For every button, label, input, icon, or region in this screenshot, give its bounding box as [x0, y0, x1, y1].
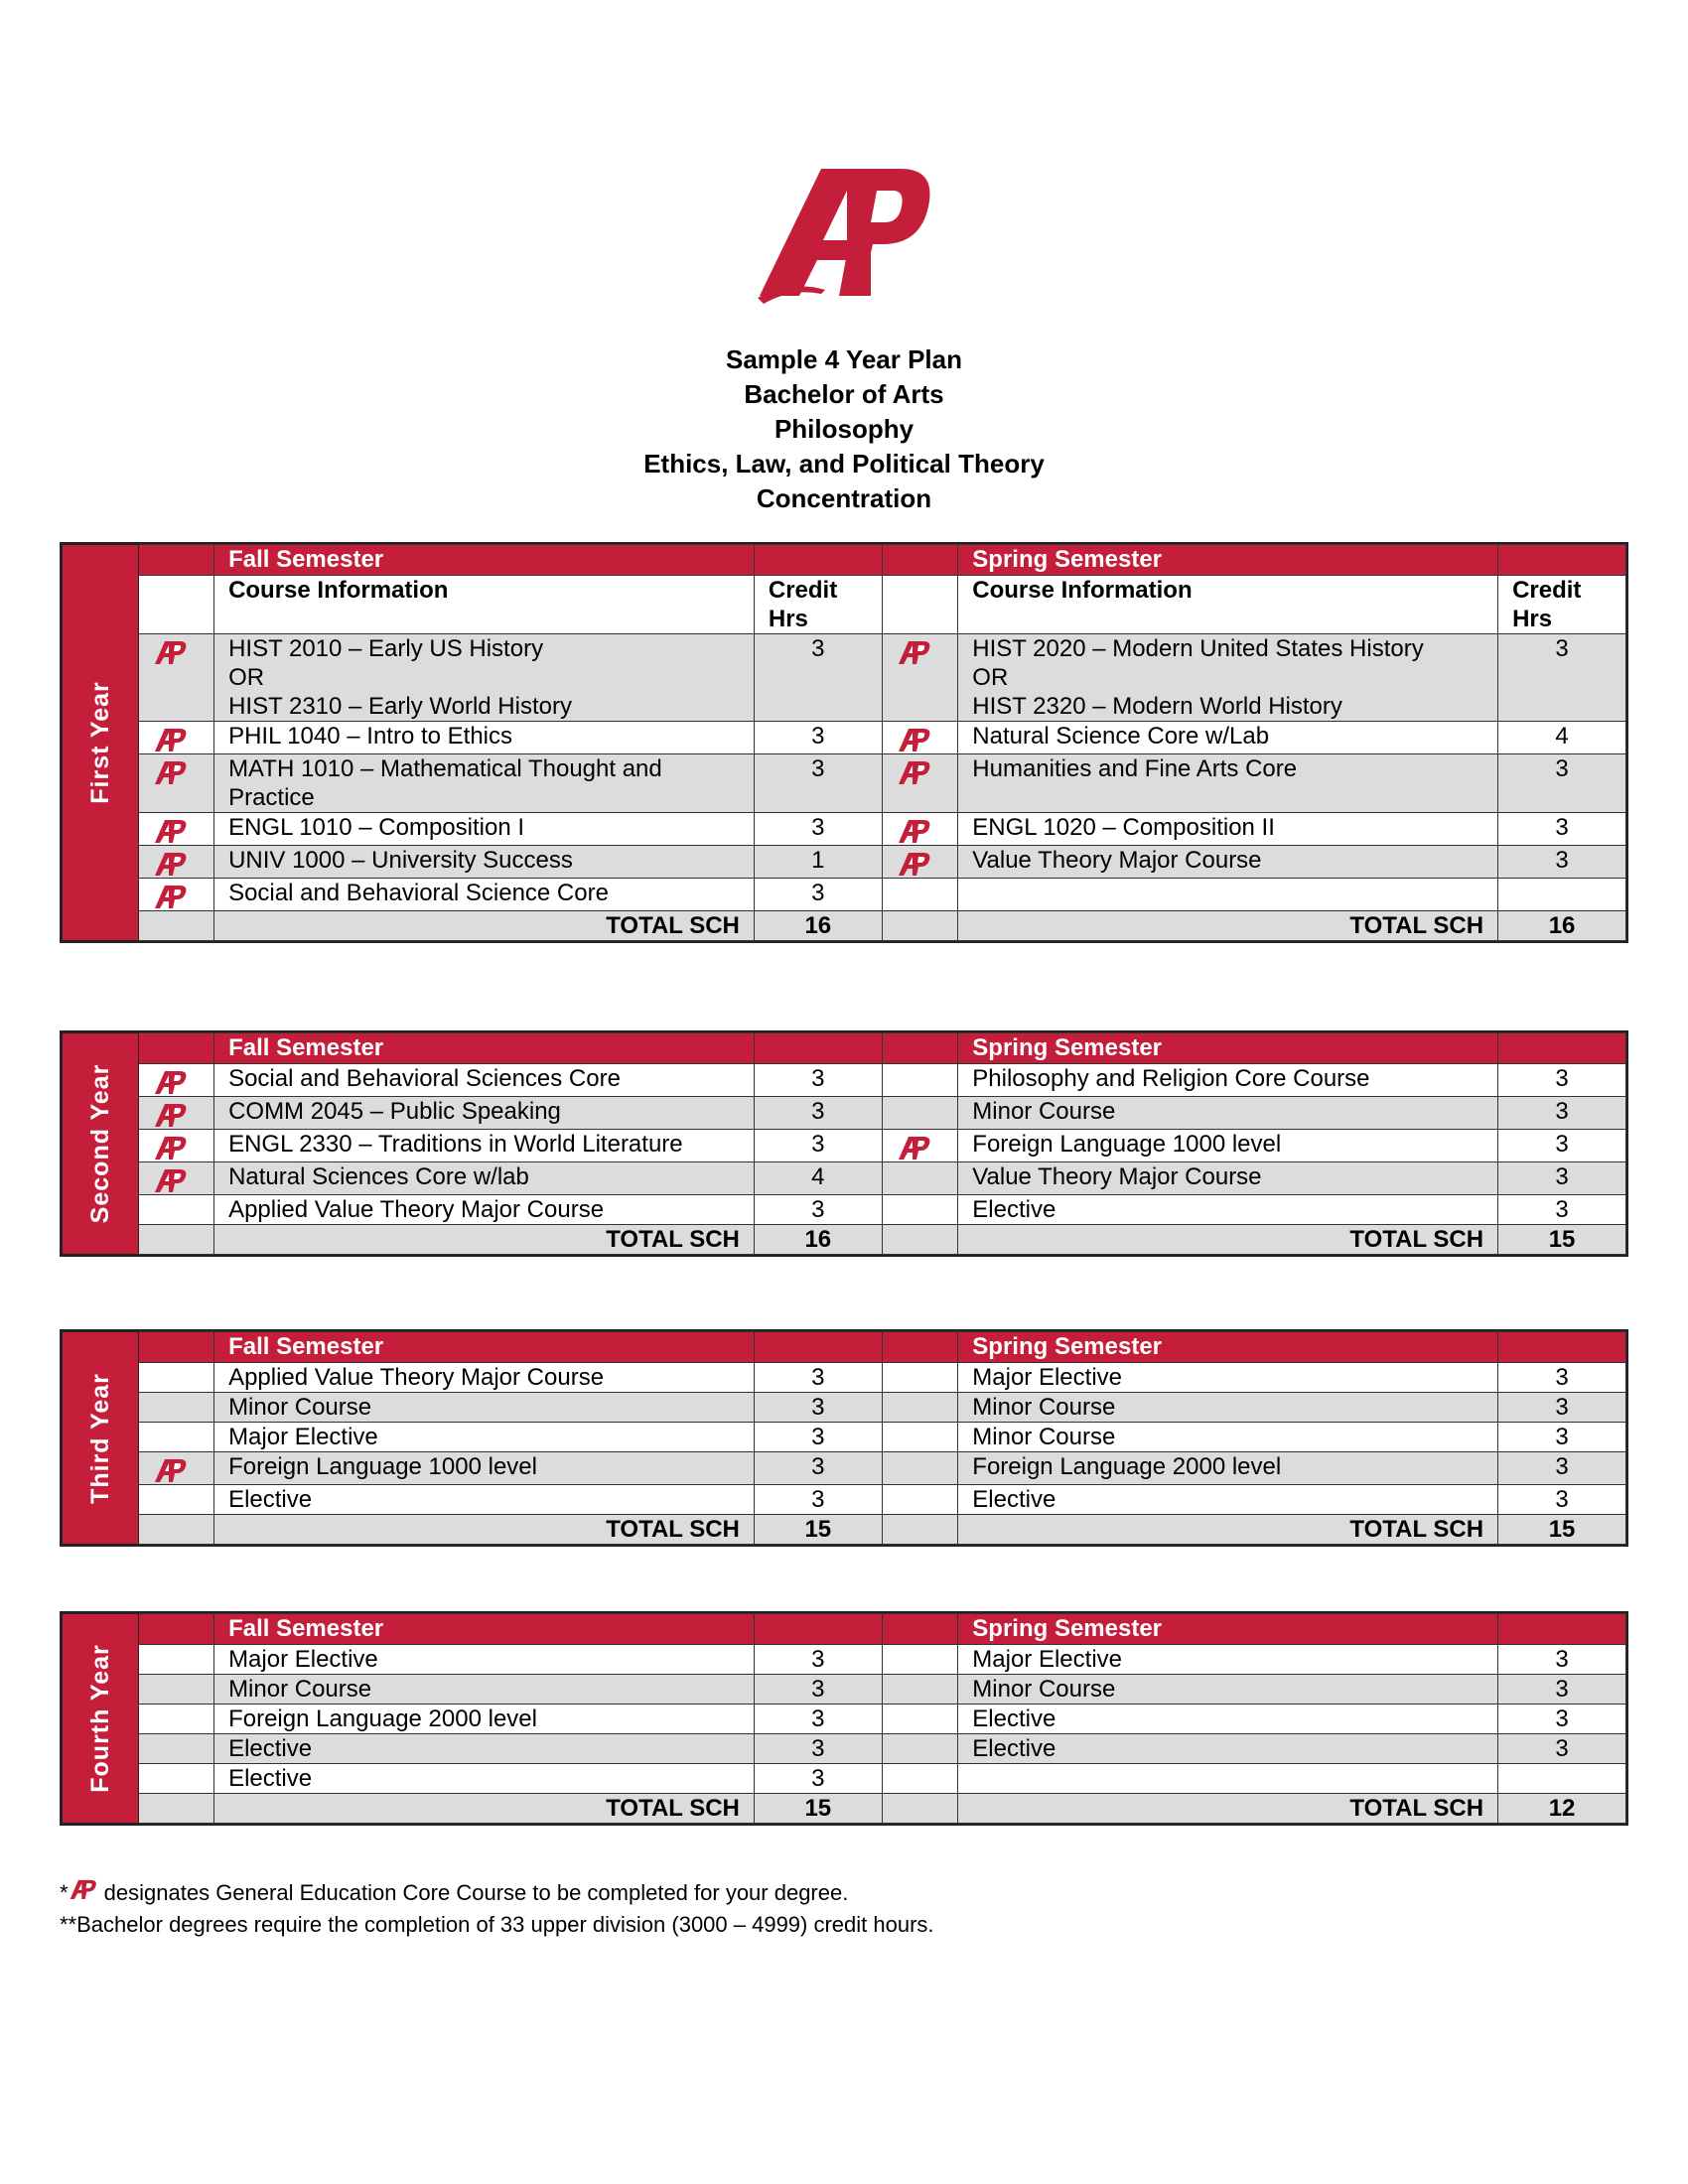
fall-course-cell: HIST 2010 – Early US History OR HIST 2310 – Early World History — [214, 634, 755, 722]
fall-credits-cell: 3 — [754, 1485, 882, 1515]
total-blank — [882, 1515, 958, 1545]
ap-logo-icon — [153, 758, 189, 786]
fall-course-cell: COMM 2045 – Public Speaking — [214, 1097, 755, 1130]
fall-total-label: TOTAL SCH — [214, 911, 755, 941]
course-row — [63, 1363, 1626, 1393]
fall-course-cell: Minor Course — [214, 1675, 755, 1705]
fall-credits-cell: 3 — [754, 1645, 882, 1675]
fall-credits-cell: 3 — [754, 1130, 882, 1162]
fall-credits-cell: 3 — [754, 1064, 882, 1097]
course-row — [63, 1195, 1626, 1225]
spring-credits-cell: 3 — [1498, 1645, 1626, 1675]
year-label-cell — [63, 1614, 139, 1824]
fall-credits-cell: 3 — [754, 1764, 882, 1794]
title-line: Concentration — [756, 483, 932, 513]
total-blank — [882, 911, 958, 941]
total-blank — [882, 1225, 958, 1255]
spring-credits-cell: 3 — [1498, 1675, 1626, 1705]
semester-header-row — [63, 1033, 1626, 1064]
gen-ed-marker-cell — [882, 722, 958, 754]
ap-logo — [752, 149, 940, 318]
gen-ed-marker-cell — [882, 1130, 958, 1162]
spring-course-cell: Minor Course — [958, 1423, 1498, 1452]
spring-credits-cell: 3 — [1498, 1097, 1626, 1130]
title-line: Philosophy — [774, 414, 914, 444]
fall-course-cell: Social and Behavioral Sciences Core — [214, 1064, 755, 1097]
fall-total-label: TOTAL SCH — [214, 1515, 755, 1545]
course-row — [63, 1734, 1626, 1764]
spring-course-cell — [958, 1764, 1498, 1794]
ap-logo-icon — [153, 883, 189, 910]
ap-logo-icon — [153, 1134, 189, 1161]
course-row — [63, 754, 1626, 813]
plan-table — [62, 544, 1626, 941]
header-blank — [1498, 545, 1626, 576]
course-row — [63, 1064, 1626, 1097]
gen-ed-marker-cell — [882, 1675, 958, 1705]
spring-credits-cell: 3 — [1498, 813, 1626, 846]
course-row — [63, 1485, 1626, 1515]
year-table — [60, 1030, 1628, 1257]
header-blank — [138, 1332, 214, 1363]
gen-ed-marker-cell — [138, 1097, 214, 1130]
fall-total-label: TOTAL SCH — [214, 1225, 755, 1255]
spring-credits-cell: 3 — [1498, 1195, 1626, 1225]
semester-header-row — [63, 1614, 1626, 1645]
spring-credits-cell — [1498, 1764, 1626, 1794]
gen-ed-marker-cell — [138, 1734, 214, 1764]
year-label: Second Year — [85, 1063, 114, 1224]
gen-ed-marker-cell — [138, 846, 214, 879]
spring-credits-cell: 3 — [1498, 1485, 1626, 1515]
gen-ed-marker-cell — [138, 1764, 214, 1794]
course-info-heading: Course Information — [214, 576, 755, 634]
header-blank — [138, 1033, 214, 1064]
spring-course-cell: HIST 2020 – Modern United States History OR HIST 2320 – Modern World History — [958, 634, 1498, 722]
course-row — [63, 1764, 1626, 1794]
spring-credits-cell: 3 — [1498, 754, 1626, 813]
fall-course-cell: Major Elective — [214, 1645, 755, 1675]
spring-credits-cell: 3 — [1498, 846, 1626, 879]
gen-ed-marker-cell — [138, 1130, 214, 1162]
spring-course-cell: Humanities and Fine Arts Core — [958, 754, 1498, 813]
spring-course-cell: Value Theory Major Course — [958, 1162, 1498, 1195]
spring-course-cell: Minor Course — [958, 1097, 1498, 1130]
fall-credits-cell: 3 — [754, 1423, 882, 1452]
fall-course-cell: Social and Behavioral Science Core — [214, 879, 755, 911]
total-blank — [138, 1515, 214, 1545]
note-gen-ed — [60, 1876, 934, 1909]
spring-total-value: 15 — [1498, 1225, 1626, 1255]
fall-credits-cell: 3 — [754, 879, 882, 911]
spring-total-label: TOTAL SCH — [958, 1794, 1498, 1824]
fall-total-label: TOTAL SCH — [214, 1794, 755, 1824]
note-asterisk: * — [60, 1880, 69, 1905]
fall-credits-cell: 3 — [754, 1393, 882, 1423]
spring-course-cell: Elective — [958, 1734, 1498, 1764]
spring-credits-cell: 4 — [1498, 722, 1626, 754]
plan-table — [62, 1032, 1626, 1255]
gen-ed-marker-cell — [138, 1423, 214, 1452]
gen-ed-marker-cell — [882, 879, 958, 911]
ap-logo-icon — [153, 638, 189, 666]
ap-logo-icon — [897, 726, 932, 753]
gen-ed-marker-cell — [138, 634, 214, 722]
spring-credits-cell: 3 — [1498, 1423, 1626, 1452]
gen-ed-marker-cell — [138, 1452, 214, 1485]
column-header-row — [63, 576, 1626, 634]
gen-ed-marker-cell — [138, 879, 214, 911]
plan-table — [62, 1613, 1626, 1824]
fall-credits-cell: 3 — [754, 722, 882, 754]
fall-total-value: 15 — [754, 1794, 882, 1824]
gen-ed-marker-cell — [882, 1423, 958, 1452]
spring-semester-heading: Spring Semester — [958, 545, 1498, 576]
gen-ed-marker-cell — [138, 1705, 214, 1734]
gen-ed-marker-cell — [882, 1064, 958, 1097]
course-row — [63, 1393, 1626, 1423]
fall-semester-heading: Fall Semester — [214, 545, 755, 576]
fall-semester-heading: Fall Semester — [214, 1033, 755, 1064]
ap-logo-icon — [897, 1134, 932, 1161]
spring-credits-cell — [1498, 879, 1626, 911]
spring-total-value: 16 — [1498, 911, 1626, 941]
fall-credits-cell: 3 — [754, 1363, 882, 1393]
fall-credits-cell: 3 — [754, 1195, 882, 1225]
page-title — [0, 342, 1688, 516]
course-row — [63, 1130, 1626, 1162]
spring-credits-cell: 3 — [1498, 1064, 1626, 1097]
ap-logo-icon — [153, 1101, 189, 1129]
total-row — [63, 911, 1626, 941]
gen-ed-marker-cell — [138, 1162, 214, 1195]
note-upper-division: **Bachelor degrees require the completion of 33 upper division (3000 – 4999) credit hours. — [60, 1912, 934, 1937]
fall-total-value: 15 — [754, 1515, 882, 1545]
gen-ed-marker-cell — [882, 1764, 958, 1794]
total-blank — [138, 1225, 214, 1255]
spring-semester-heading: Spring Semester — [958, 1614, 1498, 1645]
fall-course-cell: Applied Value Theory Major Course — [214, 1195, 755, 1225]
header-blank — [1498, 1033, 1626, 1064]
fall-credits-cell: 3 — [754, 1705, 882, 1734]
fall-course-cell: Elective — [214, 1485, 755, 1515]
year-table — [60, 1329, 1628, 1547]
ap-logo-icon — [153, 1068, 189, 1096]
gen-ed-marker-cell — [882, 813, 958, 846]
gen-ed-marker-cell — [138, 1064, 214, 1097]
gen-ed-marker-cell — [882, 1485, 958, 1515]
header-blank — [1498, 1332, 1626, 1363]
header-blank — [882, 1614, 958, 1645]
fall-course-cell: ENGL 2330 – Traditions in World Literature — [214, 1130, 755, 1162]
gen-ed-marker-cell — [138, 1485, 214, 1515]
credit-hrs-heading: Credit Hrs — [754, 576, 882, 634]
fall-credits-cell: 3 — [754, 1675, 882, 1705]
semester-header-row — [63, 545, 1626, 576]
gen-ed-marker-cell — [138, 1363, 214, 1393]
gen-ed-marker-cell — [882, 754, 958, 813]
ap-logo-icon — [153, 1456, 189, 1484]
gen-ed-marker-cell — [138, 1645, 214, 1675]
spring-course-cell: Elective — [958, 1485, 1498, 1515]
fall-course-cell: Applied Value Theory Major Course — [214, 1363, 755, 1393]
spring-course-cell: Foreign Language 1000 level — [958, 1130, 1498, 1162]
spring-total-value: 12 — [1498, 1794, 1626, 1824]
gen-ed-marker-cell — [882, 1195, 958, 1225]
total-blank — [882, 1794, 958, 1824]
spring-course-cell: Philosophy and Religion Core Course — [958, 1064, 1498, 1097]
spring-total-label: TOTAL SCH — [958, 1225, 1498, 1255]
spring-course-cell: Major Elective — [958, 1363, 1498, 1393]
course-row — [63, 879, 1626, 911]
header-blank — [882, 1033, 958, 1064]
header-blank — [754, 1614, 882, 1645]
spring-credits-cell: 3 — [1498, 1393, 1626, 1423]
ap-logo-icon — [897, 758, 932, 786]
gen-ed-marker-cell — [882, 1705, 958, 1734]
spring-credits-cell: 3 — [1498, 1162, 1626, 1195]
footnotes — [60, 1876, 934, 1941]
fall-total-value: 16 — [754, 1225, 882, 1255]
total-row — [63, 1225, 1626, 1255]
ap-logo-icon — [153, 1166, 189, 1194]
plan-table — [62, 1331, 1626, 1545]
year-label-cell — [63, 1033, 139, 1255]
course-row — [63, 634, 1626, 722]
gen-ed-marker-cell — [882, 1393, 958, 1423]
subheader-blank — [882, 576, 958, 634]
ap-logo-icon — [153, 817, 189, 845]
fall-credits-cell: 3 — [754, 634, 882, 722]
course-row — [63, 1097, 1626, 1130]
header-blank — [754, 1033, 882, 1064]
fall-course-cell: Elective — [214, 1764, 755, 1794]
total-row — [63, 1515, 1626, 1545]
fall-course-cell: PHIL 1040 – Intro to Ethics — [214, 722, 755, 754]
spring-course-cell: Major Elective — [958, 1645, 1498, 1675]
spring-course-cell: Foreign Language 2000 level — [958, 1452, 1498, 1485]
ap-logo-icon — [897, 638, 932, 666]
course-row — [63, 846, 1626, 879]
spring-course-cell: Minor Course — [958, 1393, 1498, 1423]
year-table — [60, 542, 1628, 943]
fall-course-cell: Major Elective — [214, 1423, 755, 1452]
fall-semester-heading: Fall Semester — [214, 1332, 755, 1363]
course-info-heading: Course Information — [958, 576, 1498, 634]
subheader-blank — [138, 576, 214, 634]
year-label: First Year — [85, 681, 114, 804]
fall-credits-cell: 3 — [754, 1097, 882, 1130]
title-line: Ethics, Law, and Political Theory — [643, 449, 1045, 478]
gen-ed-marker-cell — [882, 1452, 958, 1485]
spring-credits-cell: 3 — [1498, 1130, 1626, 1162]
fall-course-cell: Natural Sciences Core w/lab — [214, 1162, 755, 1195]
title-line: Bachelor of Arts — [744, 379, 944, 409]
ap-logo-icon — [69, 1876, 98, 1902]
fall-course-cell: ENGL 1010 – Composition I — [214, 813, 755, 846]
year-label: Fourth Year — [85, 1644, 114, 1793]
header-blank — [754, 1332, 882, 1363]
gen-ed-marker-cell — [882, 1162, 958, 1195]
header-blank — [754, 545, 882, 576]
year-label-cell — [63, 545, 139, 941]
gen-ed-marker-cell — [882, 1097, 958, 1130]
fall-course-cell: Foreign Language 2000 level — [214, 1705, 755, 1734]
spring-semester-heading: Spring Semester — [958, 1332, 1498, 1363]
spring-credits-cell: 3 — [1498, 1705, 1626, 1734]
spring-total-label: TOTAL SCH — [958, 911, 1498, 941]
spring-course-cell: Elective — [958, 1195, 1498, 1225]
fall-credits-cell: 3 — [754, 754, 882, 813]
course-row — [63, 1675, 1626, 1705]
course-row — [63, 1423, 1626, 1452]
fall-course-cell: Elective — [214, 1734, 755, 1764]
ap-logo-icon — [153, 850, 189, 878]
fall-semester-heading: Fall Semester — [214, 1614, 755, 1645]
fall-course-cell: MATH 1010 – Mathematical Thought and Practice — [214, 754, 755, 813]
gen-ed-marker-cell — [882, 846, 958, 879]
fall-credits-cell: 3 — [754, 813, 882, 846]
spring-course-cell: Minor Course — [958, 1675, 1498, 1705]
course-row — [63, 1162, 1626, 1195]
gen-ed-marker-cell — [138, 754, 214, 813]
spring-course-cell — [958, 879, 1498, 911]
total-row — [63, 1794, 1626, 1824]
ap-logo-icon — [153, 726, 189, 753]
spring-course-cell: Elective — [958, 1705, 1498, 1734]
fall-credits-cell: 3 — [754, 1452, 882, 1485]
semester-header-row — [63, 1332, 1626, 1363]
course-row — [63, 813, 1626, 846]
spring-credits-cell: 3 — [1498, 1363, 1626, 1393]
fall-credits-cell: 3 — [754, 1734, 882, 1764]
header-blank — [138, 545, 214, 576]
gen-ed-marker-cell — [882, 634, 958, 722]
gen-ed-marker-cell — [138, 1195, 214, 1225]
course-row — [63, 1452, 1626, 1485]
spring-total-label: TOTAL SCH — [958, 1515, 1498, 1545]
spring-course-cell: ENGL 1020 – Composition II — [958, 813, 1498, 846]
header-blank — [882, 1332, 958, 1363]
total-blank — [138, 1794, 214, 1824]
note-gen-ed-text: designates General Education Core Course to be completed for your degree. — [97, 1880, 849, 1905]
spring-credits-cell: 3 — [1498, 1452, 1626, 1485]
spring-credits-cell: 3 — [1498, 1734, 1626, 1764]
fall-course-cell: UNIV 1000 – University Success — [214, 846, 755, 879]
gen-ed-marker-cell — [138, 1675, 214, 1705]
credit-hrs-heading: Credit Hrs — [1498, 576, 1626, 634]
spring-course-cell: Natural Science Core w/Lab — [958, 722, 1498, 754]
year-label-cell — [63, 1332, 139, 1545]
spring-course-cell: Value Theory Major Course — [958, 846, 1498, 879]
spring-total-value: 15 — [1498, 1515, 1626, 1545]
gen-ed-marker-cell — [138, 813, 214, 846]
fall-course-cell: Foreign Language 1000 level — [214, 1452, 755, 1485]
ap-logo-icon — [897, 850, 932, 878]
course-row — [63, 1705, 1626, 1734]
fall-credits-cell: 1 — [754, 846, 882, 879]
spring-credits-cell: 3 — [1498, 634, 1626, 722]
gen-ed-marker-cell — [882, 1734, 958, 1764]
fall-total-value: 16 — [754, 911, 882, 941]
gen-ed-marker-cell — [882, 1363, 958, 1393]
title-line: Sample 4 Year Plan — [726, 344, 962, 374]
total-blank — [138, 911, 214, 941]
gen-ed-marker-cell — [138, 1393, 214, 1423]
year-label: Third Year — [85, 1372, 114, 1504]
fall-credits-cell: 4 — [754, 1162, 882, 1195]
year-table — [60, 1611, 1628, 1826]
course-row — [63, 722, 1626, 754]
gen-ed-marker-cell — [138, 722, 214, 754]
header-blank — [138, 1614, 214, 1645]
fall-course-cell: Minor Course — [214, 1393, 755, 1423]
gen-ed-marker-cell — [882, 1645, 958, 1675]
header-blank — [1498, 1614, 1626, 1645]
course-row — [63, 1645, 1626, 1675]
header-blank — [882, 545, 958, 576]
spring-semester-heading: Spring Semester — [958, 1033, 1498, 1064]
ap-logo-icon — [897, 817, 932, 845]
